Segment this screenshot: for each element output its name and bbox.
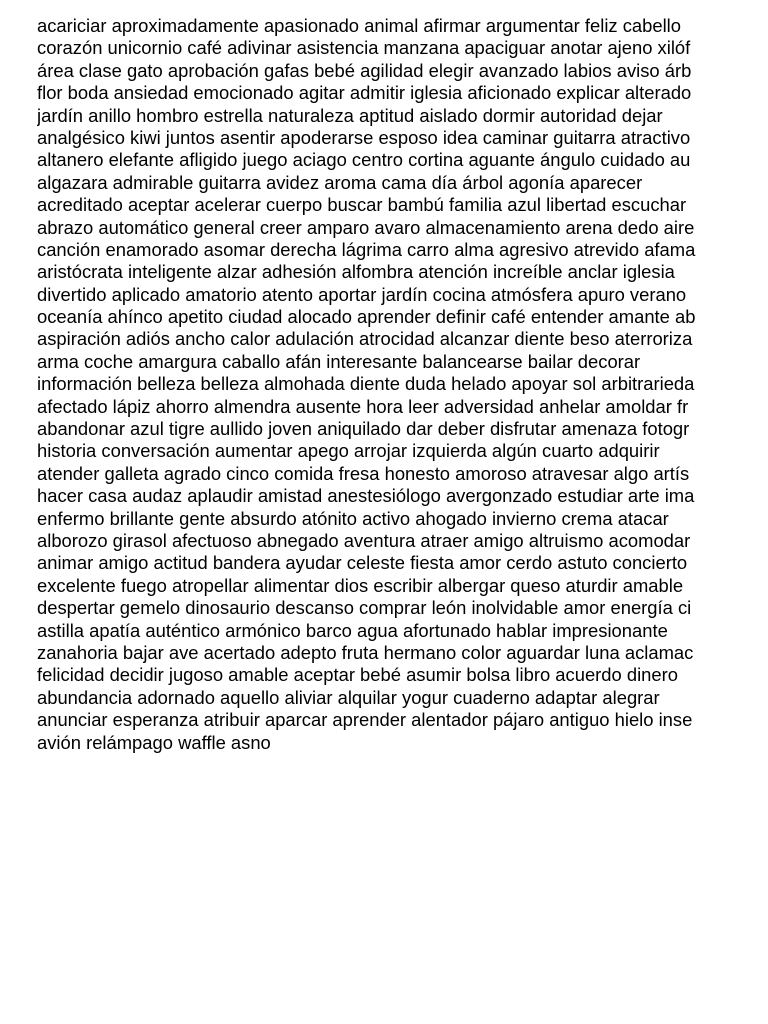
text-line: aristócrata inteligente alzar adhesión alfombra atención increíble anclar iglesia: [37, 261, 675, 283]
text-line: canción enamorado asomar derecha lágrima carro alma agresivo atrevido afama: [37, 238, 696, 260]
text-line: despertar gemelo dinosaurio descanso comprar león inolvidable amor energía ci: [37, 597, 692, 619]
text-line: abrazo automático general creer amparo avaro almacenamiento arena dedo aire: [37, 216, 695, 238]
text-line: enfermo brillante gente absurdo atónito activo ahogado invierno crema atacar: [37, 507, 669, 529]
text-line: abundancia adornado aquello aliviar alquilar yogur cuaderno adaptar alegrar: [37, 686, 660, 708]
text-line: historia conversación aumentar apego arrojar izquierda algún cuarto adquirir: [37, 440, 660, 462]
text-line: corazón unicornio café adivinar asistencia manzana apaciguar anotar ajeno xilóf: [37, 37, 691, 59]
text-line: anunciar esperanza atribuir aparcar aprender alentador pájaro antiguo hielo inse: [37, 709, 693, 731]
text-line: oceanía ahínco apetito ciudad alocado aprender definir café entender amante ab: [37, 306, 696, 328]
text-line: hacer casa audaz aplaudir amistad anestesiólogo avergonzado estudiar arte ima: [37, 485, 695, 507]
text-line: analgésico kiwi juntos asentir apoderarse esposo idea caminar guitarra atractivo: [37, 126, 691, 148]
text-line: excelente fuego atropellar alimentar dios escribir albergar queso aturdir amable: [37, 574, 684, 596]
text-line: acreditado aceptar acelerar cuerpo buscar bambú familia azul libertad escuchar: [37, 194, 687, 216]
text-line: zanahoria bajar ave acertado adepto fruta hermano color aguardar luna aclamac: [37, 641, 694, 663]
text-line: área clase gato aprobación gafas bebé agilidad elegir avanzado labios aviso árb: [37, 59, 692, 81]
text-line: flor boda ansiedad emocionado agitar admitir iglesia aficionado explicar alterado: [37, 82, 692, 104]
text-line: alborozo girasol afectuoso abnegado aventura atraer amigo altruismo acomodar: [37, 529, 691, 551]
text-line: astilla apatía auténtico armónico barco agua afortunado hablar impresionante: [37, 619, 668, 641]
word-list-text: [37, 15, 768, 754]
text-line: felicidad decidir jugoso amable aceptar bebé asumir bolsa libro acuerdo dinero: [37, 664, 678, 686]
text-line: arma coche amargura caballo afán interesante balancearse bailar decorar: [37, 350, 641, 372]
text-line: afectado lápiz ahorro almendra ausente hora leer adversidad anhelar amoldar fr: [37, 395, 689, 417]
text-line: jardín anillo hombro estrella naturaleza aptitud aislado dormir autoridad dejar: [37, 104, 663, 126]
text-line: abandonar azul tigre aullido joven aniquilado dar deber disfrutar amenaza fotogr: [37, 418, 690, 440]
text-line: atender galleta agrado cinco comida fresa honesto amoroso atravesar algo artís: [37, 462, 690, 484]
text-line: acariciar aproximadamente apasionado animal afirmar argumentar feliz cabello: [37, 15, 681, 36]
text-line: altanero elefante afligido juego aciago centro cortina aguante ángulo cuidado au: [37, 149, 691, 171]
text-line: aspiración adiós ancho calor adulación atrocidad alcanzar diente beso aterroriza: [37, 328, 693, 350]
text-line: información belleza belleza almohada diente duda helado apoyar sol arbitrarieda: [37, 373, 695, 395]
text-line: animar amigo actitud bandera ayudar celeste fiesta amor cerdo astuto concierto: [37, 552, 688, 574]
text-line: avión relámpago waffle asno: [37, 731, 271, 753]
text-line: algazara admirable guitarra avidez aroma cama día árbol agonía aparecer: [37, 171, 643, 193]
text-line: divertido aplicado amatorio atento aportar jardín cocina atmósfera apuro verano: [37, 283, 687, 305]
